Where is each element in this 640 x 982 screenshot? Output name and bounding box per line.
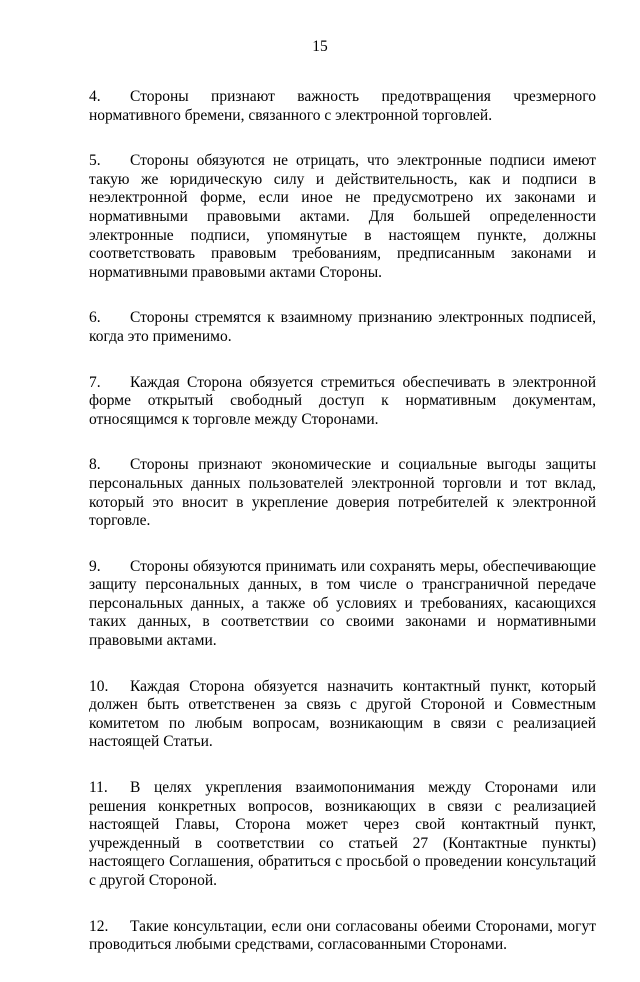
paragraph-text: Стороны признают важность предотвращения чрезмерного нормативного бремени, связанного с электронной торговлей. xyxy=(89,88,596,124)
paragraph-number: 11. xyxy=(89,779,108,797)
paragraph-8 xyxy=(89,456,596,530)
paragraph-number: 10. xyxy=(89,677,109,695)
paragraph-7 xyxy=(89,374,596,430)
paragraph-text: Каждая Сторона обязуется стремиться обеспечивать в электронной форме открытый свободный доступ к нормативным документам, относящимся к торговле между Сторонами. xyxy=(89,373,596,428)
paragraph-4 xyxy=(89,88,596,125)
paragraph-text: Стороны признают экономические и социальные выгоды защиты персональных данных пользователей электронной торговли и тот вклад, который это вносит в укрепление доверия потребителей к электронной торговле. xyxy=(89,456,596,530)
page-number: 15 xyxy=(312,38,328,55)
paragraph-text: Стороны обязуются принимать или сохранять меры, обеспечивающие защиту персональных данных, в том числе о трансграничной передаче персональных данных, а также об условиях и требованиях, касающихся таких данных, в соответствии со своими законами и нормативными правовыми актами. xyxy=(89,557,596,650)
paragraph-number: 12. xyxy=(89,917,109,935)
paragraph-text: Каждая Сторона обязуется назначить контактный пункт, который должен быть ответственен за связь с другой Стороной и Совместным комитетом по любым вопросам, возникающим в связи с реализацией настоящей Статьи. xyxy=(89,677,596,751)
paragraph-9 xyxy=(89,558,596,651)
document-body xyxy=(89,88,596,982)
paragraph-5 xyxy=(89,152,596,282)
paragraph-6 xyxy=(89,309,596,346)
paragraph-11 xyxy=(89,779,596,891)
paragraph-number: 9. xyxy=(89,557,101,575)
paragraph-text: В целях укрепления взаимопонимания между Сторонами или решения конкретных вопросов, возникающих в связи с реализацией настоящей Главы, Сторона может через свой контактный пункт, учрежденный в соответствии со статьей 27 (Контактные пункты) настоящего Соглашения, обратиться с просьбой о проведении консультаций с другой Стороной. xyxy=(89,779,596,889)
paragraph-text: Стороны обязуются не отрицать, что электронные подписи имеют такую же юридическую силу и действительность, как и подписи в неэлектронной форме, если иное не предусмотрено их законами и нормативными правовыми актами. Для большей определенности электронные подписи, упомянутые в настоящем пункте, должны соответствовать правовым требованиям, предписанным законами и нормативными правовыми актами Стороны. xyxy=(89,152,596,281)
paragraph-text: Такие консультации, если они согласованы обеими Сторонами, могут проводиться любыми средствами, согласованными Сторонами. xyxy=(89,917,596,954)
paragraph-10 xyxy=(89,678,596,752)
paragraph-12 xyxy=(89,918,596,955)
paragraph-text: Стороны стремятся к взаимному признанию электронных подписей, когда это применимо. xyxy=(89,309,596,345)
paragraph-number: 4. xyxy=(89,88,101,105)
paragraph-number: 8. xyxy=(89,456,101,474)
paragraph-number: 7. xyxy=(89,373,101,391)
paragraph-number: 5. xyxy=(89,152,101,170)
paragraph-number: 6. xyxy=(89,309,101,327)
